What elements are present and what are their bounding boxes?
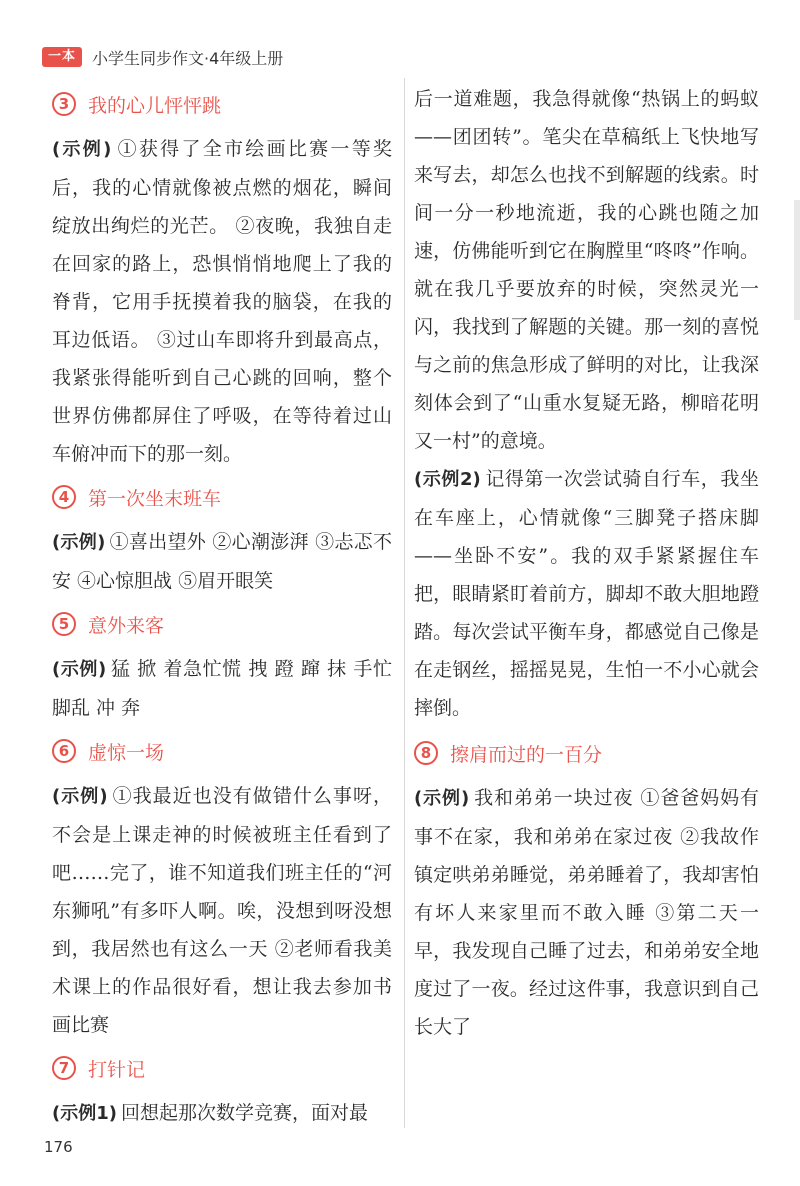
example-body: 记得第一次尝试骑自行车，我坐在车座上，心情就像“三脚凳子搭床脚——坐卧不安”。我的双手紧紧握住车把，眼睛紧盯着前方，脚却不敢大胆地蹬踏。每次尝试平衡车身，都感觉自己像是在走钢丝，摇摇晃晃，生怕一不小心就会摔倒。 [414, 468, 759, 719]
example-body: 我和弟弟一块过夜 ①爸爸妈妈有事不在家，我和弟弟在家过夜 ②我故作镇定哄弟弟睡觉，弟弟睡着了，我却害怕有坏人来家里而不敢入睡 ③第二天一早，我发现自己睡了过去，和弟弟安全地度过了一夜。经过这件事，我意识到自己长大了 [414, 787, 759, 1038]
section-7-text-continued: 后一道难题，我急得就像“热锅上的蚂蚁——团团转”。笔尖在草稿纸上飞快地写来写去，却怎么也找不到解题的线索。时间一分一秒地流逝，我的心跳也随之加速，仿佛能听到它在胸膛里“咚咚”作响。就在我几乎要放弃的时候，突然灵光一闪，我找到了解题的关键。那一刻的喜悦与之前的焦急形成了鲜明的对比，让我深刻体会到了“山重水复疑无路，柳暗花明又一村”的意境。 [414, 88, 759, 452]
section-7-example-2 [414, 460, 759, 727]
section-title: 我的心儿怦怦跳 [88, 94, 222, 117]
section-7-text-start [52, 1094, 392, 1133]
section-number-badge: 6 [52, 739, 76, 763]
example-tag: (示例) [52, 139, 112, 160]
section-5-heading [52, 606, 392, 642]
page-number: 176 [44, 1138, 73, 1156]
section-8-heading [414, 735, 759, 771]
example-tag: (示例2) [414, 469, 481, 490]
section-title: 打针记 [88, 1058, 146, 1081]
section-3-heading [52, 86, 392, 122]
example-tag: (示例) [52, 659, 107, 680]
example-body: 回想起那次数学竞赛，面对最 [120, 1102, 368, 1124]
section-3-text [52, 130, 392, 473]
example-tag: (示例) [52, 786, 108, 807]
book-logo: 一本 [42, 47, 82, 67]
example-body: ①获得了全市绘画比赛一等奖后，我的心情就像被点燃的烟花，瞬间绽放出绚烂的光芒。 ②夜晚，我独自走在回家的路上，恐惧悄悄地爬上了我的脊背，它用手抚摸着我的脑袋，在我的耳边低语。 ③过山车即将升到最高点，我紧张得能听到自己心跳的回响，整个世界仿佛都屏住了呼吸，在等待着过山车俯冲而下的那一刻。 [52, 138, 392, 465]
section-4-heading [52, 479, 392, 515]
example-body: ①我最近也没有做错什么事呀，不会是上课走神的时候被班主任看到了吧……完了，谁不知道我们班主任的“河东狮吼”有多吓人啊。唉，没想到呀没想到，我居然也有这么一天 ②老师看我美术课上的作品很好看，想让我去参加书画比赛 [52, 785, 392, 1036]
section-7-heading [52, 1050, 392, 1086]
section-3 [52, 86, 392, 473]
section-8 [414, 735, 759, 1046]
section-6-text [52, 777, 392, 1044]
section-number-badge: 7 [52, 1056, 76, 1080]
section-5-text [52, 650, 392, 727]
column-divider [404, 78, 405, 1128]
example-tag: (示例) [414, 788, 470, 809]
section-5 [52, 606, 392, 727]
page-header [42, 44, 283, 70]
section-number-badge: 4 [52, 485, 76, 509]
example-tag: (示例1) [52, 1103, 117, 1124]
left-column [52, 80, 392, 1133]
example-body: 猛 掀 着急忙慌 拽 蹬 蹿 抹 手忙脚乱 冲 奔 [52, 658, 392, 719]
example-tag: (示例) [52, 532, 106, 553]
section-title: 虚惊一场 [88, 741, 165, 764]
section-6-heading [52, 733, 392, 769]
section-8-text [414, 779, 759, 1046]
section-number-badge: 3 [52, 92, 76, 116]
section-4-text [52, 523, 392, 600]
page-edge-tab [794, 200, 800, 320]
section-title: 第一次坐末班车 [88, 487, 222, 510]
section-title: 擦肩而过的一百分 [450, 743, 603, 766]
section-4 [52, 479, 392, 600]
section-title: 意外来客 [88, 614, 165, 637]
right-column [414, 80, 759, 1046]
example-body: ①喜出望外 ②心潮澎湃 ③忐忑不安 ④心惊胆战 ⑤眉开眼笑 [52, 531, 393, 592]
section-6 [52, 733, 392, 1044]
section-7 [52, 1050, 392, 1133]
section-number-badge: 8 [414, 741, 438, 765]
book-title: 小学生同步作文·4年级上册 [92, 48, 284, 68]
section-number-badge: 5 [52, 612, 76, 636]
